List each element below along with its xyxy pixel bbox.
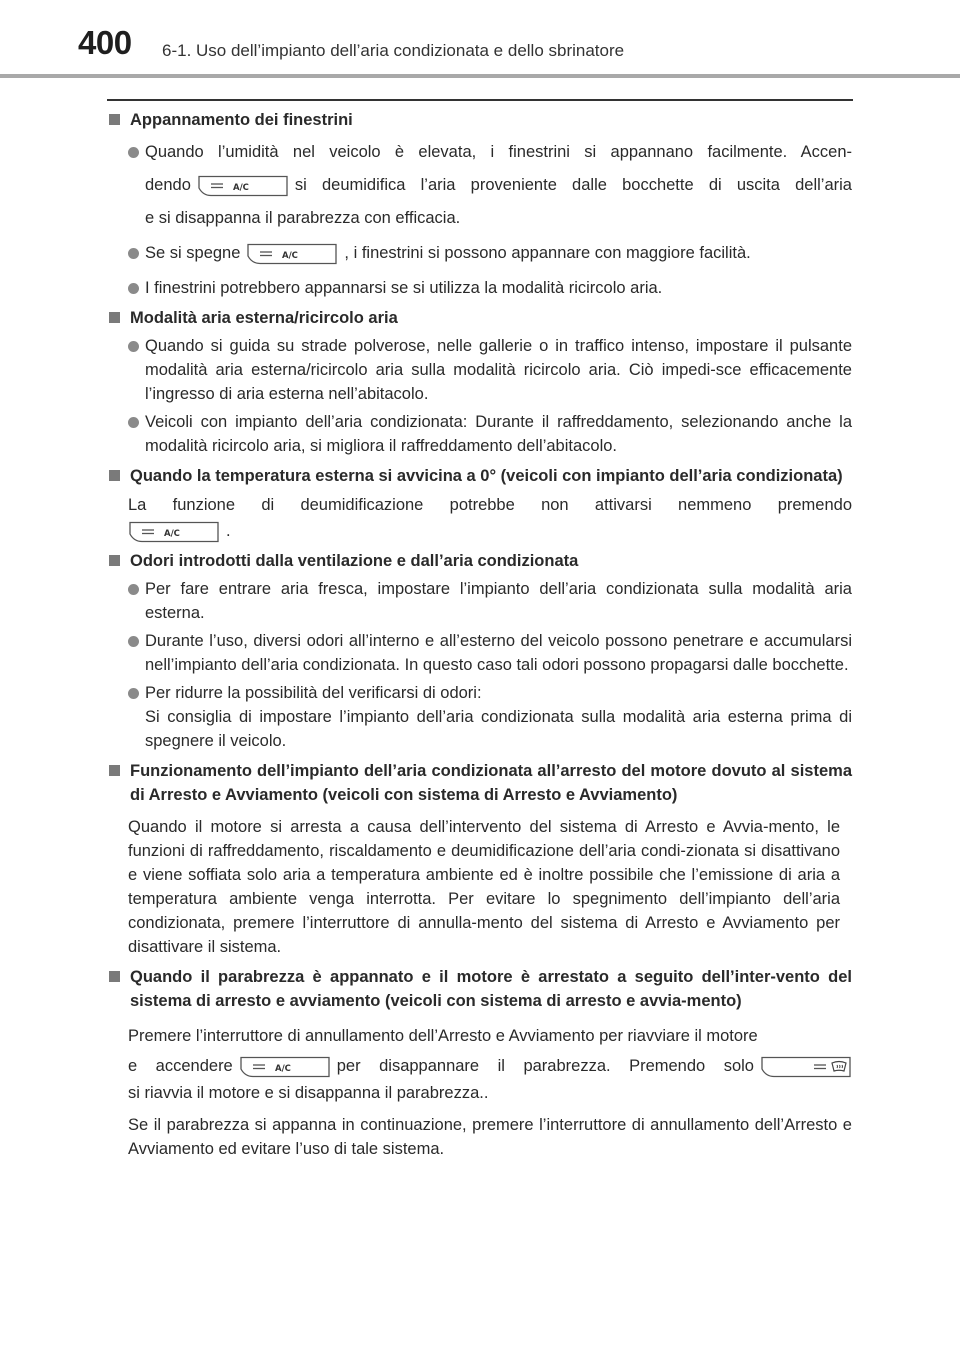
paragraph: Se il parabrezza si appanna in continuazione, premere l’interruttore di annullamento dell’Arresto e Avviamento ed evitare l’uso di tale sistema. (128, 1116, 852, 1158)
section-fogging (107, 108, 852, 300)
svg-text:A/C: A/C (274, 1063, 291, 1074)
square-bullet-icon (109, 765, 120, 776)
svg-text:A/C: A/C (232, 182, 249, 193)
section-heading: Quando il parabrezza è appannato e il motore è arrestato a seguito dell’inter-vento del sistema di arresto e avviamento (veicoli con sistema di arresto e avvia-mento) (107, 965, 852, 1013)
round-bullet-icon (128, 248, 139, 259)
section-heading: Modalità aria esterna/ricircolo aria (107, 306, 852, 330)
section-air-mode (107, 306, 852, 458)
section-stop-start (107, 759, 852, 959)
content-divider (107, 99, 853, 101)
bullet-item: Per fare entrare aria fresca, impostare l’impianto dell’aria condizionata sulla modalità aria esterna. (107, 577, 852, 625)
chapter-title: 6-1. Uso dell’impianto dell’aria condizionata e dello sbrinatore (162, 41, 625, 60)
round-bullet-icon (128, 417, 139, 428)
section-heading: Funzionamento dell’impianto dell’aria condizionata all’arresto del motore dovuto al sistema di Arresto e Avviamento (veicoli con sistema di Arresto e Avviamento) (107, 759, 852, 807)
bullet-item: I finestrini potrebbero appannarsi se si utilizza la modalità ricircolo aria. (107, 276, 852, 300)
svg-text:A/C: A/C (282, 250, 299, 261)
round-bullet-icon (128, 688, 139, 699)
bullet-item: Se si spegne A/C , i finestrini si possono appannare con maggiore facilità. (107, 238, 852, 268)
section-heading: Odori introdotti dalla ventilazione e dall’aria condizionata (107, 549, 852, 573)
square-bullet-icon (109, 971, 120, 982)
round-bullet-icon (128, 283, 139, 294)
section-heading: Appannamento dei finestrini (107, 108, 852, 132)
page-content (107, 108, 852, 1165)
ac-button-icon (246, 243, 338, 265)
ac-button-icon (239, 1056, 331, 1078)
bullet-item: Per ridurre la possibilità del verificarsi di odori: Si consiglia di impostare l’impianto dell’aria condizionata sulla modalità aria esterna prima di spegnere il veicolo. (107, 681, 852, 753)
page-header (0, 0, 960, 80)
section-windshield-fogged (107, 965, 852, 1161)
round-bullet-icon (128, 584, 139, 595)
section-low-temperature (107, 464, 852, 545)
square-bullet-icon (109, 555, 120, 566)
round-bullet-icon (128, 636, 139, 647)
square-bullet-icon (109, 470, 120, 481)
section-heading: Quando la temperatura esterna si avvicina a 0° (veicoli con impianto dell’aria condizionata) (107, 464, 852, 488)
defroster-button-icon (760, 1056, 852, 1078)
round-bullet-icon (128, 341, 139, 352)
bullet-item: Quando l’umidità nel veicolo è elevata, i finestrini si appannano facilmente. Accen- dendo A/C si deumidifica l’aria proveniente dalle bocchette di uscita dell’aria e si disappanna il parabrezza con efficacia. (107, 136, 852, 235)
page-number: 400 (78, 24, 132, 61)
bullet-item: Durante l’uso, diversi odori all’interno e all’esterno del veicolo possono penetrare e accumularsi nell’impianto dell’aria condizionata. In questo caso tali odori possono propagarsi dalle bocchette. (107, 629, 852, 677)
bullet-item: Veicoli con impianto dell’aria condizionata: Durante il raffreddamento, selezionando anche la modalità ricircolo aria, si migliora il raffreddamento dell’abitacolo. (107, 410, 852, 458)
bullet-item: Quando si guida su strade polverose, nelle gallerie o in traffico intenso, impostare il pulsante modalità aria esterna/ricircolo aria sulla modalità ricircolo aria. Ciò impedi-sce efficacemente l’ingresso di aria esterna nell’abitacolo. (107, 334, 852, 406)
ac-button-icon (128, 521, 220, 543)
svg-text:A/C: A/C (164, 528, 180, 539)
header-divider (0, 74, 960, 78)
square-bullet-icon (109, 114, 120, 125)
paragraph: Premere l’interruttore di annullamento dell’Arresto e Avviamento per riavviare il motore e accendere A/C per disappannare il parabrezza. Premendo solo si riavvia il motore e si disappanna il parabrezza.. (107, 1021, 852, 1105)
ac-button-icon (197, 175, 289, 197)
square-bullet-icon (109, 312, 120, 323)
section-odors (107, 549, 852, 753)
paragraph: Quando il motore si arresta a causa dell’intervento del sistema di Arresto e Avvia-mento, le funzioni di raffreddamento, riscaldamento e deumidificazione dell’aria condi-zionata si disattivano e viene soffiata solo aria a temperatura ambiente ed è inoltre possibile che l’emissione di aria a temperatura ambiente venga interrotta. Per evitare lo spegnimento dell’impianto dell’aria condizionata, premere l’interruttore di annulla-mento del sistema di Arresto e Avviamento per disattivare il sistema. (128, 818, 840, 956)
round-bullet-icon (128, 147, 139, 158)
paragraph: La funzione di deumidificazione potrebbe non attivarsi nemmeno premendo A/C . (107, 493, 852, 545)
